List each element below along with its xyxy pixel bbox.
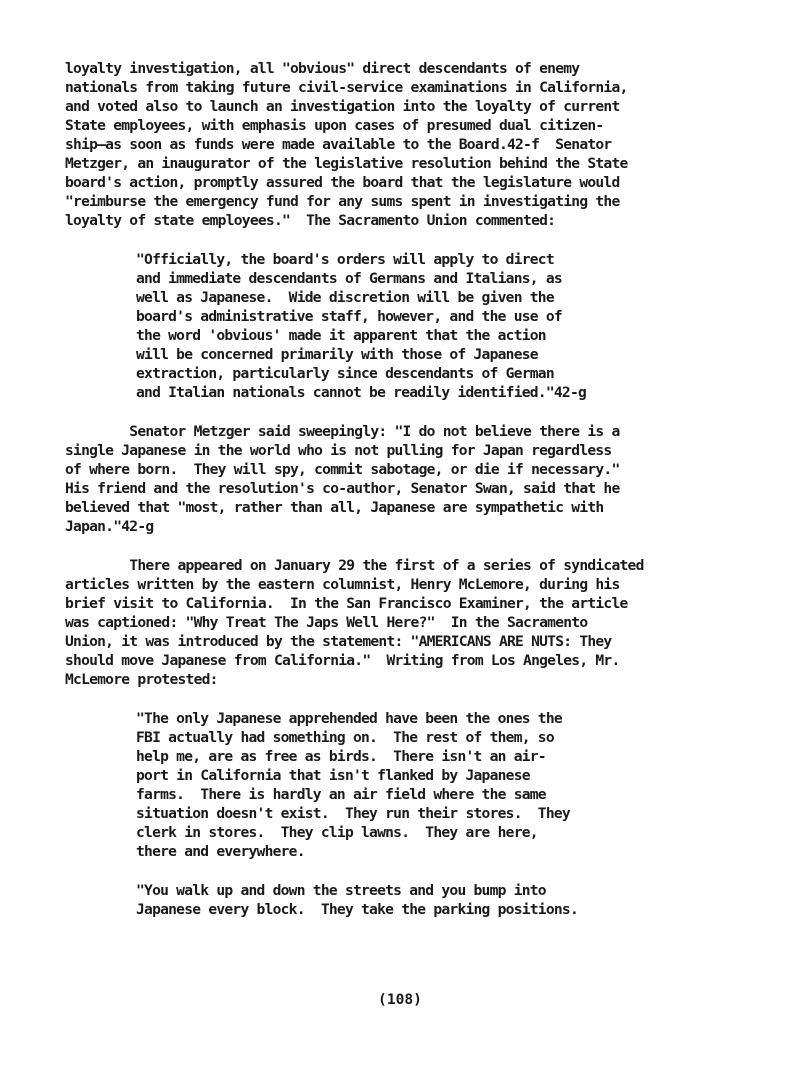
quote-line: "You walk up and down the streets and you bump into	[136, 882, 546, 899]
text-line: articles written by the eastern columnist, Henry McLemore, during his	[65, 576, 620, 593]
text-line: State employees, with emphasis upon cases of presumed dual citizen-	[65, 117, 604, 134]
text-line: Metzger, an inaugurator of the legislative resolution behind the State	[65, 155, 628, 172]
text-line: believed that "most, rather than all, Japanese are sympathetic with	[65, 499, 604, 516]
quote-line: farms. There is hardly an air field where the same	[136, 786, 546, 803]
text-line: was captioned: "Why Treat The Japs Well Here?" In the Sacramento	[65, 614, 588, 631]
text-line: and voted also to launch an investigation into the loyalty of current	[65, 98, 620, 115]
page-number: (108)	[378, 991, 422, 1008]
quote-line: there and everywhere.	[136, 843, 305, 860]
text-line: McLemore protested:	[65, 671, 218, 688]
text-line: nationals from taking future civil-service examinations in California,	[65, 79, 628, 96]
quote-line: port in California that isn't flanked by Japanese	[136, 767, 530, 784]
quote-line: "Officially, the board's orders will apply to direct	[136, 251, 554, 268]
text-line: "reimburse the emergency fund for any sums spent in investigating the	[65, 193, 620, 210]
quote-line: Japanese every block. They take the parking positions.	[136, 901, 578, 918]
text-line: Japan."42-g	[65, 518, 154, 535]
quote-line: board's administrative staff, however, and the use of	[136, 308, 562, 325]
quote-line: FBI actually had something on. The rest of them, so	[136, 729, 554, 746]
quote-line: will be concerned primarily with those of Japanese	[136, 346, 538, 363]
quote-line: "The only Japanese apprehended have been the ones the	[136, 710, 562, 727]
text-line: single Japanese in the world who is not pulling for Japan regardless	[65, 442, 612, 459]
text-line: His friend and the resolution's co-author, Senator Swan, said that he	[65, 480, 620, 497]
quote-line: and Italian nationals cannot be readily identified."42-g	[136, 384, 587, 401]
quote-line: the word 'obvious' made it apparent that the action	[136, 327, 546, 344]
text-line: There appeared on January 29 the first of a series of syndicated	[65, 557, 644, 574]
text-line: brief visit to California. In the San Francisco Examiner, the article	[65, 595, 628, 612]
text-line: should move Japanese from California." Writing from Los Angeles, Mr.	[65, 652, 620, 669]
text-line: ship—as soon as funds were made available to the Board.42-f Senator	[65, 136, 612, 153]
text-line: Union, it was introduced by the statement: "AMERICANS ARE NUTS: They	[65, 633, 612, 650]
text-line: loyalty investigation, all "obvious" direct descendants of enemy	[65, 60, 580, 77]
quote-line: help me, are as free as birds. There isn't an air-	[136, 748, 546, 765]
text-line: board's action, promptly assured the board that the legislature would	[65, 174, 620, 191]
text-line: loyalty of state employees." The Sacramento Union commented:	[65, 212, 556, 229]
quote-line: situation doesn't exist. They run their stores. They	[136, 805, 570, 822]
quote-line: extraction, particularly since descendants of German	[136, 365, 554, 382]
text-line: Senator Metzger said sweepingly: "I do not believe there is a	[65, 423, 620, 440]
quote-line: and immediate descendants of Germans and Italians, as	[136, 270, 562, 287]
quote-line: clerk in stores. They clip lawns. They are here,	[136, 824, 538, 841]
text-line: of where born. They will spy, commit sabotage, or die if necessary."	[65, 461, 620, 478]
quote-line: well as Japanese. Wide discretion will be given the	[136, 289, 554, 306]
